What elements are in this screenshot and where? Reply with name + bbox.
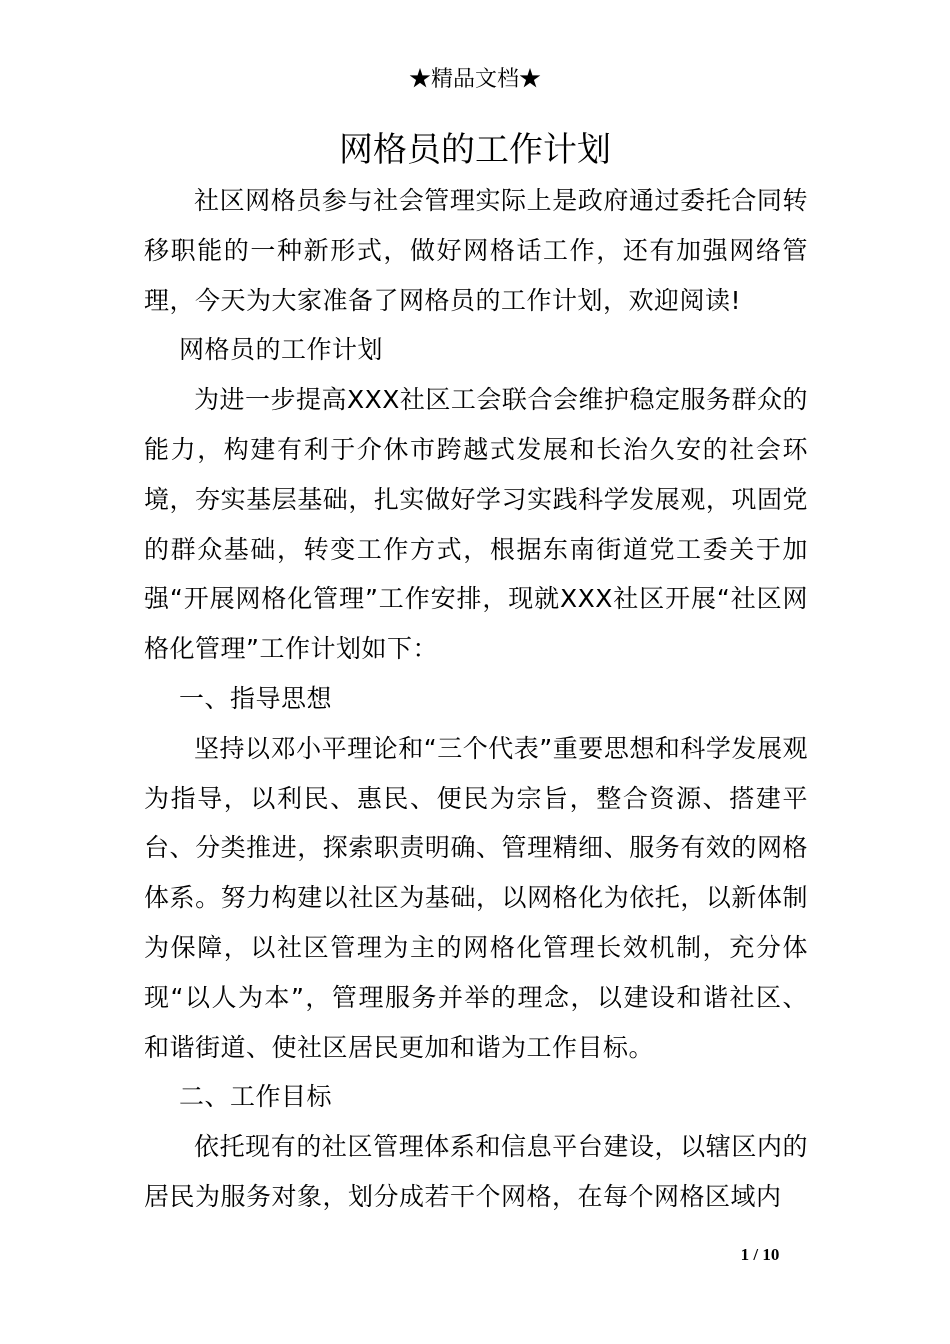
body-paragraph: 为进一步提高XXX社区工会联合会维护稳定服务群众的能力，构建有利于介休市跨越式发展和长治久安的社会环境，夯实基层基础，扎实做好学习实践科学发展观，巩固党的群众基础，转变工作方式，根据东南街道党工委关于加强“开展网格化管理”工作安排，现就XXX社区开展“社区网格化管理”工作计划如下： [144, 385, 808, 664]
section-heading-guiding-thought: 一、指导思想 [179, 683, 333, 713]
body-paragraph: 依托现有的社区管理体系和信息平台建设，以辖区内的居民为服务对象，划分成若干个网格，在每个网格区域内 [144, 1132, 808, 1211]
body-paragraph: 坚持以邓小平理论和“三个代表”重要思想和科学发展观为指导，以利民、惠民、便民为宗旨，整合资源、搭建平台、分类推进，探索职责明确、管理精细、服务有效的网格体系。努力构建以社区为基础，以网格化为依托，以新体制为保障，以社区管理为主的网格化管理长效机制，充分体现“以人为本”，管理服务并举的理念，以建设和谐社区、和谐街道、使社区居民更加和谐为工作目标。 [144, 733, 808, 1062]
page-number: 1 / 10 [740, 1245, 780, 1264]
page-header: ★精品文档★ [408, 67, 541, 92]
document-title: 网格员的工作计划 [339, 130, 611, 170]
section-heading-work-goals: 二、工作目标 [179, 1082, 333, 1112]
section-title: 网格员的工作计划 [179, 335, 384, 365]
document-body [144, 176, 808, 1222]
intro-paragraph: 社区网格员参与社会管理实际上是政府通过委托合同转移职能的一种新形式，做好网格话工作，还有加强网络管理，今天为大家准备了网格员的工作计划，欢迎阅读! [144, 186, 808, 315]
